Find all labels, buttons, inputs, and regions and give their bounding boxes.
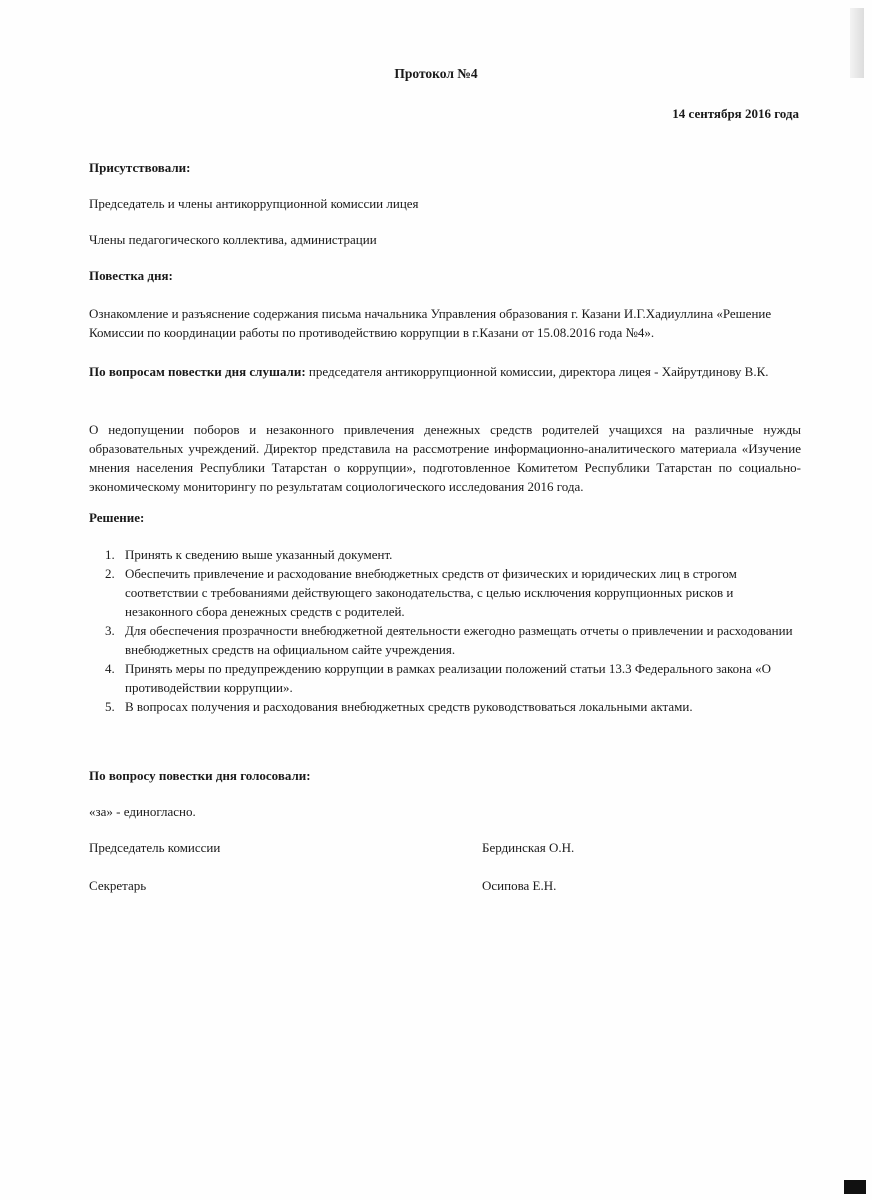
attendee-line: Председатель и члены антикоррупционной комиссии лицея xyxy=(89,196,419,211)
decision-list xyxy=(89,545,801,716)
secretary-name: Осипова Е.Н. xyxy=(482,878,557,893)
attendees-heading: Присутствовали: xyxy=(89,160,191,175)
decision-text: В вопросах получения и расходования внебюджетных средств руководствоваться локальными актами. xyxy=(125,699,693,714)
vote-heading: По вопросу повестки дня голосовали: xyxy=(89,768,311,783)
document-date: 14 сентября 2016 года xyxy=(672,106,799,121)
document-title: Протокол №4 xyxy=(394,66,478,81)
decision-text: Обеспечить привлечение и расходование внебюджетных средств от физических и юридических лиц в строгом соответствии с требованиями действующего законодательства, с целью исключения коррупционных рисков и незаконного сбора денежных средств с родителей. xyxy=(125,566,737,619)
secretary-role: Секретарь xyxy=(89,878,147,893)
decision-heading: Решение: xyxy=(89,510,145,525)
decision-number: 1. xyxy=(105,547,115,562)
heard-text: председателя антикоррупционной комиссии, директора лицея - Хайрутдинову В.К. xyxy=(305,364,769,379)
agenda-text: Ознакомление и разъяснение содержания письма начальника Управления образования г. Казани И.Г.Хадиуллина «Решение Комиссии по координации работы по противодействию коррупции в г.Казани от 15.08.2016 года №4». xyxy=(89,306,772,340)
decision-text: Принять меры по предупреждению коррупции в рамках реализации положений статьи 13.3 Федерального закона «О противодействии коррупции». xyxy=(125,661,772,695)
decision-number: 2. xyxy=(105,566,115,581)
vote-result: «за» - единогласно. xyxy=(89,804,196,819)
decision-item xyxy=(89,659,801,697)
scan-corner-mark xyxy=(844,1180,866,1194)
decision-number: 4. xyxy=(105,661,115,676)
report-paragraph: О недопущении поборов и незаконного привлечения денежных средств родителей учащихся на различные нужды образовательных учреждений. Директор представила на рассмотрение информационно-аналитического материала «Изучение мнения населения Республики Татарстан о коррупции», подготовленное Комитетом Республики Татарстан по социально-экономическому мониторингу по результатам социологического исследования 2016 года. xyxy=(89,422,801,494)
heard-paragraph xyxy=(89,362,801,381)
decision-item xyxy=(89,564,801,621)
decision-text: Для обеспечения прозрачности внебюджетной деятельности ежегодно размещать отчеты о привлечении и расходовании внебюджетных средств на официальном сайте учреждения. xyxy=(125,623,793,657)
heard-label: По вопросам повестки дня слушали: xyxy=(89,364,306,379)
decision-item xyxy=(89,621,801,659)
chair-name: Бердинская О.Н. xyxy=(482,840,575,855)
chair-role: Председатель комиссии xyxy=(89,840,221,855)
decision-number: 5. xyxy=(105,699,115,714)
decision-text: Принять к сведению выше указанный документ. xyxy=(125,547,393,562)
attendee-line: Члены педагогического коллектива, администрации xyxy=(89,232,377,247)
decision-item xyxy=(89,697,801,716)
decision-item xyxy=(89,545,801,564)
agenda-heading: Повестка дня: xyxy=(89,268,173,283)
decision-number: 3. xyxy=(105,623,115,638)
